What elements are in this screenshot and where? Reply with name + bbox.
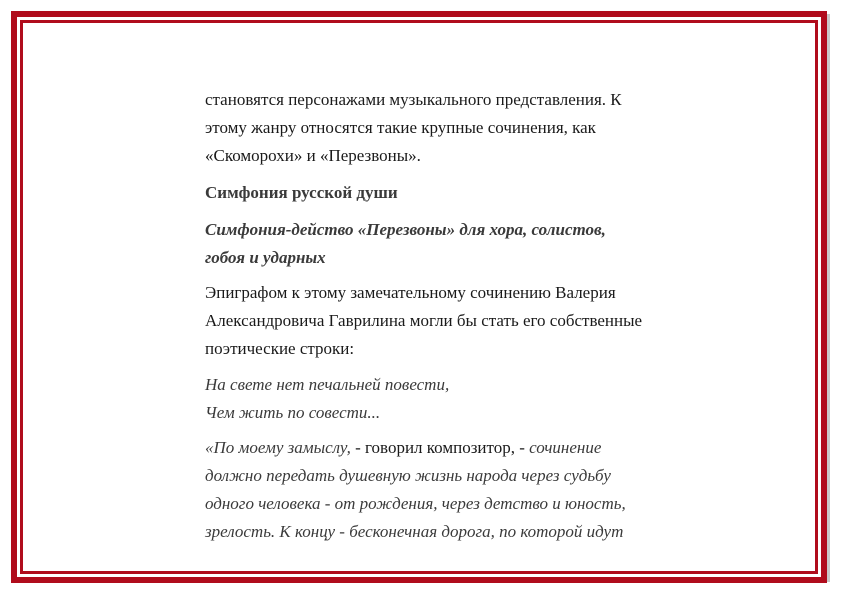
text-line: поэтические строки: [205,339,355,358]
text-line: гобоя и ударных [205,248,326,267]
epigraph-verse [205,371,725,427]
text-line: «Скоморохи» и «Перезвоны». [205,146,421,165]
text-line: этому жанру относятся такие крупные сочинения, как [205,118,596,137]
composer-quote [205,434,725,546]
section-subheading [205,216,725,272]
quote-italic-part: сочинение [529,438,602,457]
document-body [205,86,725,546]
quote-italic-part: «По моему замыслу, [205,438,356,457]
text-line: становятся персонажами музыкального представления. К [205,90,622,109]
text-line: Эпиграфом к этому замечательному сочинению Валерия [205,283,616,302]
epigraph-intro-paragraph [205,279,725,363]
text-line: Симфония-действо «Перезвоны» для хора, солистов, [205,220,606,239]
quote-attribution: - говорил композитор, - [355,438,530,457]
section-heading: Симфония русской души [205,183,398,202]
text-line: Александровича Гаврилина могли бы стать его собственные [205,311,643,330]
quote-line: одного человека - от рождения, через детство и юность, [205,494,626,513]
intro-paragraph [205,86,725,170]
verse-line: На свете нет печальней повести, [205,375,450,394]
verse-line: Чем жить по совести... [205,403,381,422]
quote-line: зрелость. К концу - бесконечная дорога, по которой идут [205,522,624,541]
quote-first-line [205,434,725,462]
quote-line: должно передать душевную жизнь народа через судьбу [205,466,611,485]
